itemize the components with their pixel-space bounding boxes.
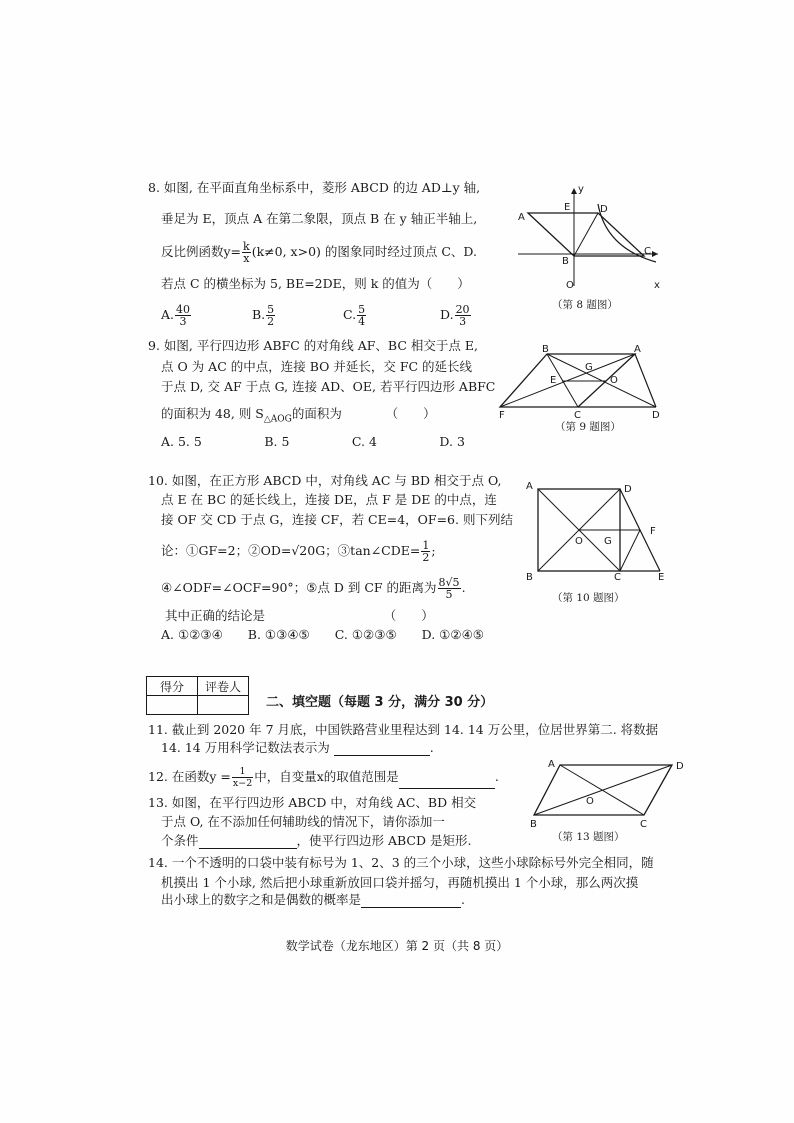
q13-line3: 个条件 ，使平行四边形 ABCD 是矩形.	[161, 833, 472, 848]
score-cell[interactable]	[147, 696, 198, 715]
q10-line3: 接 OF 交 CD 于点 G，连接 CF，若 CE=4，OF=6. 则下列结	[161, 512, 513, 527]
q11-line1: 11. 截止到 2020 年 7 月底，中国铁路营业里程达到 14. 14 万公里，位居世界第二. 将数据	[148, 722, 659, 737]
q10-line6: 其中正确的结论是 （ ）	[165, 608, 434, 623]
label-B: B	[562, 256, 569, 267]
q9-line1: 9. 如图, 平行四边形 ABFC 的对角线 AF、BC 相交于点 E,	[148, 338, 478, 353]
q9-options: A. 5. 5 B. 5 C. 4 D. 3	[161, 434, 465, 449]
q10-caption: （第 10 题图）	[552, 592, 625, 604]
score-header: 得分	[147, 677, 198, 696]
grader-cell[interactable]	[198, 696, 249, 715]
grader-header: 评卷人	[198, 677, 249, 696]
label-D: D	[652, 410, 660, 421]
label-C: C	[574, 410, 581, 421]
q8-line1: 8. 如图, 在平面直角坐标系中，菱形 ABCD 的边 AD⊥y 轴,	[148, 180, 481, 195]
label-O: O	[566, 280, 574, 291]
q13-answer-blank[interactable]	[199, 836, 297, 849]
q12-line: 12. 在函数y = $\frac{1}{x-2}$ 中，自变量x的取值范围是 .	[148, 766, 499, 789]
q12-answer-blank[interactable]	[399, 776, 495, 789]
label-F: F	[499, 410, 505, 421]
q10-options: A. ①②③④ B. ①③④⑤ C. ①②③⑤ D. ①②④⑤	[161, 627, 484, 642]
label-G: G	[604, 536, 612, 547]
q8-caption: （第 8 题图）	[552, 299, 618, 311]
label-A: A	[526, 481, 533, 492]
label-D: D	[676, 761, 684, 772]
q10-line5: ④∠ODF=∠OCF=90°；⑤点 D 到 CF 的距离为 $\frac{8√5}{5}$ .	[161, 576, 466, 601]
page-footer: 数学试卷（龙东地区）第 2 页（共 8 页）	[285, 939, 509, 953]
label-O: O	[586, 796, 594, 807]
label-G: G	[585, 362, 593, 373]
q13-figure	[526, 757, 692, 829]
q14-line3: 出小球上的数字之和是偶数的概率是 .	[161, 892, 465, 907]
label-D: D	[624, 484, 632, 495]
q13-caption: （第 13 题图）	[552, 831, 625, 843]
q14-line1: 14. 一个不透明的口袋中装有标号为 1、2、3 的三个小球，这些小球除标号外完全相同，随	[148, 855, 654, 870]
label-D: D	[600, 204, 608, 215]
q8-option-b: B. $\frac{5}{2}$	[252, 303, 275, 328]
q9-line4: 的面积为 48, 则 $S_{\triangle AOG}$的面积为 （ ）	[161, 406, 436, 425]
q8-figure	[514, 182, 664, 294]
section-2-heading: 二、填空题（每题 3 分，满分 30 分）	[266, 695, 494, 710]
q10-figure	[520, 480, 670, 588]
q10-line1: 10. 如图，在正方形 ABCD 中，对角线 AC 与 BD 相交于点 O,	[148, 473, 502, 488]
label-O: O	[610, 375, 618, 386]
label-A: A	[518, 212, 525, 223]
label-B: B	[526, 572, 533, 583]
q8-option-d: D. $\frac{20}{3}$	[440, 303, 470, 328]
label-C: C	[644, 246, 651, 257]
q14-line2: 机摸出 1 个小球, 然后把小球重新放回口袋并摇匀，再随机摸出 1 个小球，那么两次摸	[161, 875, 639, 890]
q10-line2: 点 E 在 BC 的延长线上，连接 DE，点 F 是 DE 的中点，连	[161, 492, 497, 507]
label-O: O	[575, 536, 583, 547]
label-E: E	[564, 202, 571, 213]
q8-line4: 若点 C 的横坐标为 5, BE=2DE，则 k 的值为（ ）	[161, 276, 470, 291]
q8-fraction: $\frac{k}{x}$	[243, 240, 250, 265]
q9-figure	[492, 344, 664, 424]
label-B: B	[542, 344, 549, 355]
q8-option-a: A. $\frac{40}{3}$	[161, 303, 191, 328]
label-C: C	[640, 819, 647, 829]
label-C: C	[614, 572, 621, 583]
q8-line2: 垂足为 E，顶点 A 在第二象限，顶点 B 在 y 轴正半轴上,	[161, 211, 478, 226]
q9-line3: 于点 D, 交 AF 于点 G, 连接 AD、OE, 若平行四边形 ABFC	[161, 379, 496, 394]
q8-option-c: C. $\frac{5}{4}$	[343, 303, 366, 328]
q14-answer-blank[interactable]	[361, 895, 461, 908]
q9-caption: （第 9 题图）	[555, 421, 621, 433]
score-table	[146, 676, 249, 715]
q9-line2: 点 O 为 AC 的中点，连接 BO 并延长，交 FC 的延长线	[161, 359, 473, 374]
q8-line3: 反比例函数y= $\frac{k}{x}$ (k≠0, x>0) 的图象同时经过顶点 C、D.	[161, 240, 477, 265]
q13-line1: 13. 如图，在平行四边形 ABCD 中，对角线 AC、BD 相交	[148, 795, 477, 810]
label-F: F	[650, 526, 656, 537]
label-B: B	[530, 819, 537, 829]
q13-line2: 于点 O, 在不添加任何辅助线的情况下，请你添加一	[161, 814, 445, 829]
q11-line2: 14. 14 万用科学记数法表示为 .	[161, 740, 434, 755]
label-E: E	[658, 572, 665, 583]
label-y: y	[578, 184, 584, 195]
q11-answer-blank[interactable]	[334, 743, 430, 756]
label-E: E	[550, 375, 557, 386]
label-A: A	[634, 344, 641, 355]
label-A: A	[548, 759, 555, 770]
label-x: x	[654, 280, 660, 291]
q10-line4: 论：①GF=2；②OD=√20G；③tan∠CDE= $\frac{1}{2}$ ;	[161, 539, 436, 564]
